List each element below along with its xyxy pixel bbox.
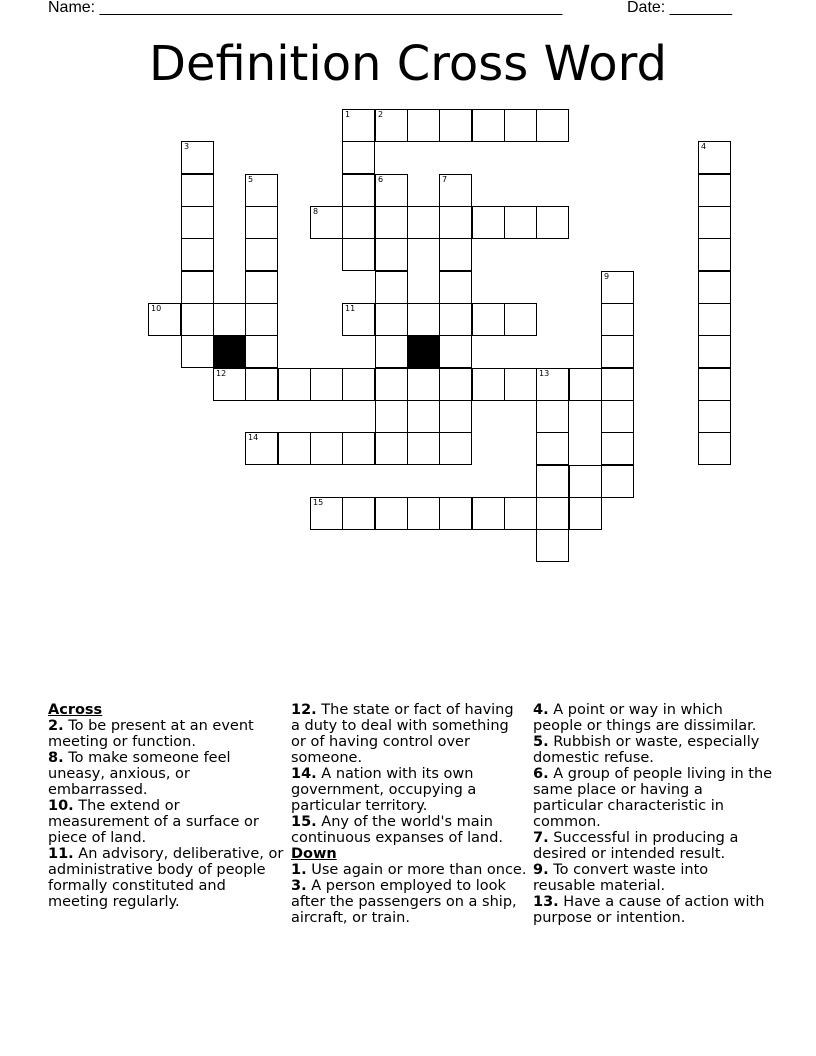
numbered-cell-2[interactable]	[375, 109, 408, 142]
clue-number: 9.	[533, 862, 549, 878]
grid-cell[interactable]	[375, 303, 408, 336]
grid-cell[interactable]	[698, 432, 731, 465]
grid-cell[interactable]	[536, 400, 569, 433]
numbered-cell-9[interactable]	[601, 271, 634, 304]
grid-cell[interactable]	[601, 432, 634, 465]
grid-cell[interactable]	[536, 465, 569, 498]
grid-cell[interactable]	[601, 465, 634, 498]
grid-cell[interactable]	[698, 368, 731, 401]
cell-number: 2	[378, 110, 384, 119]
grid-cell[interactable]	[536, 432, 569, 465]
clue-down-7	[533, 830, 773, 862]
grid-cell[interactable]	[536, 109, 569, 142]
grid-cell[interactable]	[407, 432, 440, 465]
cell-number: 1	[345, 110, 351, 119]
clue-number: 13.	[533, 894, 559, 910]
black-square	[407, 335, 440, 368]
grid-cell[interactable]	[504, 368, 537, 401]
grid-cell[interactable]	[439, 335, 472, 368]
grid-cell[interactable]	[536, 206, 569, 239]
grid-cell[interactable]	[439, 206, 472, 239]
clue-text: To convert waste into reusable material.	[533, 862, 709, 894]
clue-down-4	[533, 702, 773, 734]
grid-cell[interactable]	[504, 497, 537, 530]
clue-text: The state or fact of having a duty to deal with something or of having control over someone.	[291, 702, 514, 766]
clue-number: 5.	[533, 734, 549, 750]
grid-cell[interactable]	[342, 238, 375, 271]
clue-across-10	[48, 798, 284, 846]
clue-text: Successful in producing a desired or intended result.	[533, 830, 739, 862]
clue-text: To be present at an event meeting or function.	[48, 718, 254, 750]
clue-number: 3.	[291, 878, 307, 894]
clue-text: An advisory, deliberative, or administrative body of people formally constituted and meeting regularly.	[48, 846, 284, 910]
numbered-cell-4[interactable]	[698, 141, 731, 174]
grid-cell[interactable]	[601, 303, 634, 336]
grid-cell[interactable]	[472, 497, 505, 530]
grid-cell[interactable]	[601, 335, 634, 368]
clue-across-15	[291, 814, 527, 846]
name-field[interactable]: Name: ____________________________________________________	[48, 0, 563, 16]
clue-number: 1.	[291, 862, 307, 878]
grid-cell[interactable]	[698, 303, 731, 336]
clue-column-1	[48, 702, 284, 910]
grid-cell[interactable]	[310, 368, 343, 401]
grid-cell[interactable]	[342, 368, 375, 401]
grid-cell[interactable]	[245, 238, 278, 271]
clue-number: 7.	[533, 830, 549, 846]
clue-text: A point or way in which people or things are dissimilar.	[533, 702, 757, 734]
grid-cell[interactable]	[278, 368, 311, 401]
clue-number: 14.	[291, 766, 317, 782]
clue-number: 10.	[48, 798, 74, 814]
grid-cell[interactable]	[601, 368, 634, 401]
grid-cell[interactable]	[536, 529, 569, 562]
numbered-cell-10[interactable]	[148, 303, 181, 336]
grid-cell[interactable]	[504, 303, 537, 336]
clue-across-12	[291, 702, 527, 766]
cell-number: 9	[604, 272, 610, 281]
cell-number: 14	[248, 433, 259, 442]
grid-cell[interactable]	[698, 271, 731, 304]
numbered-cell-6[interactable]	[375, 174, 408, 207]
black-square	[213, 335, 246, 368]
grid-cell[interactable]	[472, 109, 505, 142]
numbered-cell-11[interactable]	[342, 303, 375, 336]
grid-cell[interactable]	[407, 109, 440, 142]
grid-cell[interactable]	[472, 206, 505, 239]
grid-cell[interactable]	[601, 400, 634, 433]
numbered-cell-7[interactable]	[439, 174, 472, 207]
grid-cell[interactable]	[407, 206, 440, 239]
cell-number: 13	[539, 369, 550, 378]
grid-cell[interactable]	[375, 271, 408, 304]
grid-cell[interactable]	[439, 497, 472, 530]
cell-number: 11	[345, 304, 356, 313]
grid-cell[interactable]	[472, 368, 505, 401]
across-heading: Across	[48, 702, 103, 718]
grid-cell[interactable]	[569, 497, 602, 530]
clue-number: 15.	[291, 814, 317, 830]
clue-column-3	[533, 702, 773, 926]
cell-number: 12	[216, 369, 227, 378]
grid-cell[interactable]	[472, 303, 505, 336]
cell-number: 8	[313, 207, 319, 216]
grid-cell[interactable]	[504, 109, 537, 142]
grid-cell[interactable]	[536, 497, 569, 530]
grid-cell[interactable]	[181, 238, 214, 271]
grid-cell[interactable]	[245, 335, 278, 368]
numbered-cell-14[interactable]	[245, 432, 278, 465]
grid-cell[interactable]	[698, 238, 731, 271]
page-title: Definition Cross Word	[149, 36, 667, 92]
grid-cell[interactable]	[439, 432, 472, 465]
grid-cell[interactable]	[439, 400, 472, 433]
numbered-cell-5[interactable]	[245, 174, 278, 207]
grid-cell[interactable]	[181, 206, 214, 239]
clue-across-14	[291, 766, 527, 814]
grid-cell[interactable]	[181, 303, 214, 336]
clue-text: A person employed to look after the passengers on a ship, aircraft, or train.	[291, 878, 517, 926]
grid-cell[interactable]	[569, 465, 602, 498]
clue-text: The extend or measurement of a surface or piece of land.	[48, 798, 259, 846]
clue-down-3	[291, 878, 527, 926]
grid-cell[interactable]	[569, 368, 602, 401]
cell-number: 7	[442, 175, 448, 184]
grid-cell[interactable]	[278, 432, 311, 465]
clue-number: 11.	[48, 846, 74, 862]
clue-number: 12.	[291, 702, 317, 718]
numbered-cell-8[interactable]	[310, 206, 343, 239]
grid-cell[interactable]	[342, 432, 375, 465]
grid-cell[interactable]	[375, 432, 408, 465]
clue-text: Have a cause of action with purpose or intention.	[533, 894, 765, 926]
grid-cell[interactable]	[245, 271, 278, 304]
cell-number: 5	[248, 175, 254, 184]
grid-cell[interactable]	[181, 335, 214, 368]
clue-text: To make someone feel uneasy, anxious, or embarrassed.	[48, 750, 231, 798]
clue-column-2	[291, 702, 527, 926]
down-heading: Down	[291, 846, 337, 862]
grid-cell[interactable]	[342, 497, 375, 530]
grid-cell[interactable]	[181, 174, 214, 207]
clue-across-8	[48, 750, 284, 798]
grid-cell[interactable]	[375, 400, 408, 433]
clue-text: Any of the world's main continuous expanses of land.	[291, 814, 504, 846]
numbered-cell-13[interactable]	[536, 368, 569, 401]
numbered-cell-1[interactable]	[342, 109, 375, 142]
clue-across-2	[48, 718, 284, 750]
grid-cell[interactable]	[375, 238, 408, 271]
clue-down-9	[533, 862, 773, 894]
grid-cell[interactable]	[439, 271, 472, 304]
grid-cell[interactable]	[375, 497, 408, 530]
grid-cell[interactable]	[342, 206, 375, 239]
grid-cell[interactable]	[245, 206, 278, 239]
grid-cell[interactable]	[213, 303, 246, 336]
clue-down-5	[533, 734, 773, 766]
cell-number: 4	[701, 142, 707, 151]
clue-down-13	[533, 894, 773, 926]
numbered-cell-15[interactable]	[310, 497, 343, 530]
grid-cell[interactable]	[310, 432, 343, 465]
grid-cell[interactable]	[504, 206, 537, 239]
grid-cell[interactable]	[439, 238, 472, 271]
cell-number: 6	[378, 175, 384, 184]
grid-cell[interactable]	[245, 303, 278, 336]
grid-cell[interactable]	[439, 368, 472, 401]
grid-cell[interactable]	[439, 303, 472, 336]
grid-cell[interactable]	[181, 271, 214, 304]
grid-cell[interactable]	[375, 335, 408, 368]
clue-number: 6.	[533, 766, 549, 782]
clue-text: A nation with its own government, occupying a particular territory.	[291, 766, 477, 814]
clue-number: 4.	[533, 702, 549, 718]
numbered-cell-3[interactable]	[181, 141, 214, 174]
grid-cell[interactable]	[407, 368, 440, 401]
grid-cell[interactable]	[698, 206, 731, 239]
grid-cell[interactable]	[698, 400, 731, 433]
cell-number: 10	[151, 304, 162, 313]
grid-cell[interactable]	[342, 141, 375, 174]
clue-number: 2.	[48, 718, 64, 734]
grid-cell[interactable]	[245, 368, 278, 401]
grid-cell[interactable]	[407, 497, 440, 530]
clue-down-6	[533, 766, 773, 830]
clue-text: Rubbish or waste, especially domestic refuse.	[533, 734, 760, 766]
numbered-cell-12[interactable]	[213, 368, 246, 401]
grid-cell[interactable]	[375, 368, 408, 401]
grid-cell[interactable]	[698, 335, 731, 368]
cell-number: 3	[184, 142, 190, 151]
grid-cell[interactable]	[375, 206, 408, 239]
grid-cell[interactable]	[698, 174, 731, 207]
grid-cell[interactable]	[439, 109, 472, 142]
grid-cell[interactable]	[342, 174, 375, 207]
clue-across-11	[48, 846, 284, 910]
grid-cell[interactable]	[407, 303, 440, 336]
clue-text: A group of people living in the same place or having a particular characteristic in common.	[533, 766, 773, 830]
clue-number: 8.	[48, 750, 64, 766]
clue-down-1	[291, 862, 527, 878]
clue-text: Use again or more than once.	[311, 862, 527, 878]
cell-number: 15	[313, 498, 324, 507]
date-field[interactable]: Date: _______	[627, 0, 732, 16]
